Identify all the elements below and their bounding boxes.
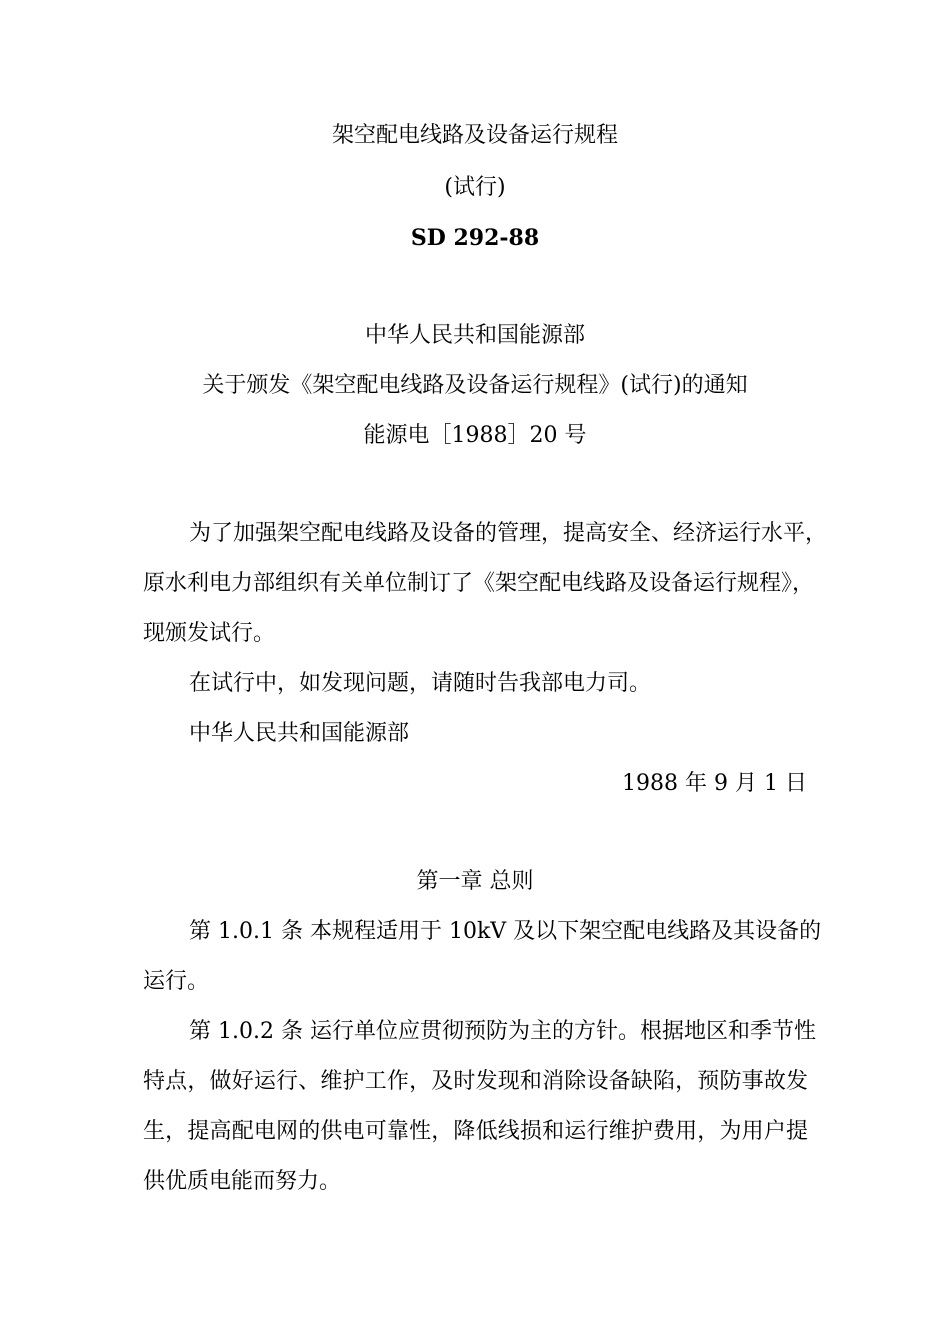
issue-date: 1988 年 9 月 1 日	[622, 771, 807, 796]
body-paragraph-line: 原水利电力部组织有关单位制订了《架空配电线路及设备运行规程》，	[143, 571, 815, 596]
document-code: SD 292-88	[410, 225, 540, 251]
article-line: 供优质电能而努力。	[143, 1169, 342, 1194]
document-title: 架空配电线路及设备运行规程	[331, 123, 618, 148]
chapter-heading: 第一章 总则	[416, 869, 534, 894]
article-line: 第 1.0.2 条 运行单位应贯彻预防为主的方针。根据地区和季节性	[189, 1019, 816, 1044]
article-line: 第 1.0.1 条 本规程适用于 10kV 及以下架空配电线路及其设备的	[189, 919, 822, 944]
notice-issuer: 中华人民共和国能源部	[364, 323, 585, 348]
notice-heading: 关于颁发《架空配电线路及设备运行规程》(试行)的通知	[202, 373, 748, 398]
article-line: 特点，做好运行、维护工作，及时发现和消除设备缺陷，预防事故发	[143, 1069, 808, 1094]
article-line: 生，提高配电网的供电可靠性，降低线损和运行维护费用，为用户提	[143, 1119, 808, 1144]
article-line: 运行。	[143, 969, 210, 994]
document-subtitle: (试行)	[444, 175, 506, 200]
body-paragraph-line: 现颁发试行。	[143, 621, 276, 646]
notice-number: 能源电［1988］20 号	[363, 423, 587, 448]
body-paragraph-line: 在试行中，如发现问题，请随时告我部电力司。	[189, 671, 652, 696]
body-paragraph-line: 为了加强架空配电线路及设备的管理，提高安全、经济运行水平，	[189, 521, 828, 546]
signature: 中华人民共和国能源部	[189, 721, 410, 746]
